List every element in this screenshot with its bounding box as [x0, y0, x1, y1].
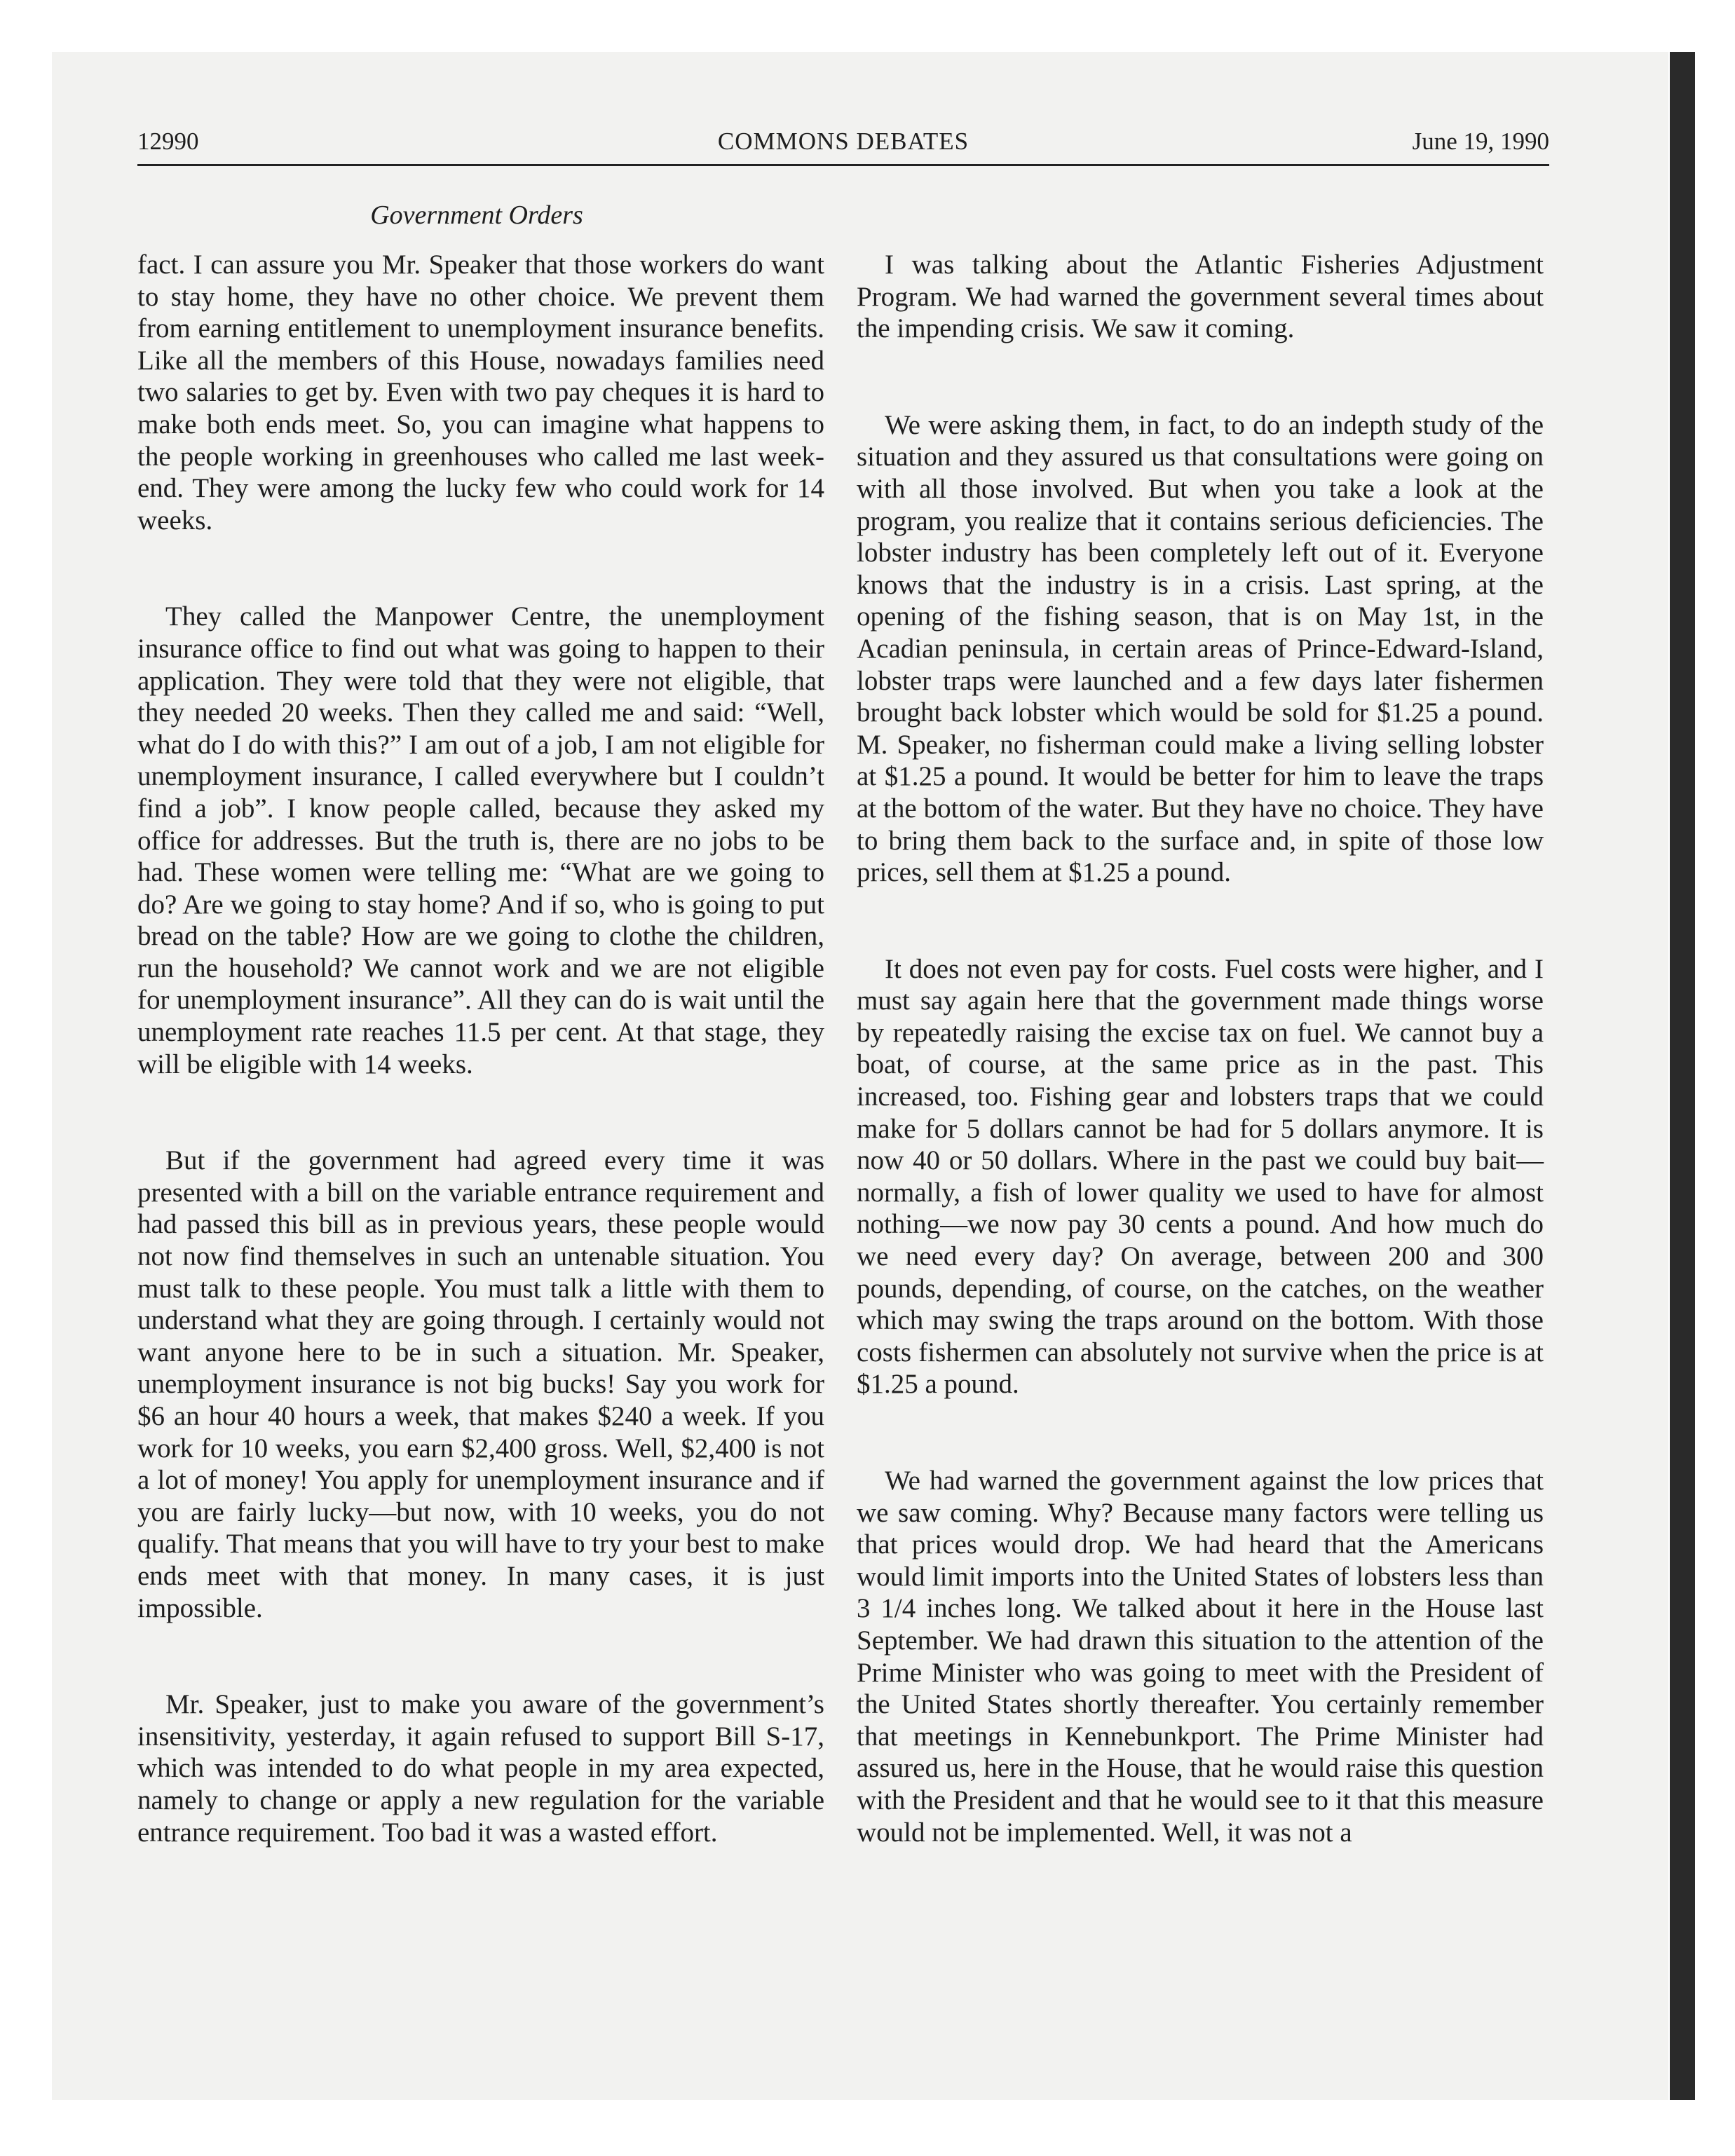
- page-number: 12990: [137, 128, 199, 155]
- left-column: [137, 249, 824, 1848]
- publication-title: COMMONS DEBATES: [717, 128, 969, 155]
- paragraph: I was talking about the Atlantic Fisheries Adjustment Program. We had warned the government several times about the impending crisis. We saw it coming.: [857, 250, 1544, 344]
- section-title: Government Orders: [370, 200, 583, 230]
- paragraph: fact. I can assure you Mr. Speaker that those workers do want to stay home, they have no other choice. We prevent them from earning entitlement to unemployment insurance benefits. Like all the members of this House, nowadays families need two salaries to get by. Even with two pay cheques it is hard to make both ends meet. So, you can imagine what happens to the people working in greenhouses who called me last week-end. They were among the lucky few who could work for 14 weeks.: [137, 250, 824, 535]
- header-date: June 19, 1990: [1412, 128, 1549, 155]
- paragraph: They called the Manpower Centre, the unemployment insurance office to find out what was going to happen to their application. They were told that they were not eligible, that they needed 20 weeks. Then they called me and said: “Well, what do I do with this?” I am out of a job, I am not eligible for unemployment insurance, I called everywhere but I couldn’t find a job”. I know people called, because they asked my office for addresses. But the truth is, there are no jobs to be had. These women were telling me: “What are we going to do? Are we going to stay home? And if so, who is going to put bread on the table? How are we going to clothe the children, run the household? We cannot work and we are not eligible for unemployment insurance”. All they can do is wait until the unemployment rate reaches 11.5 per cent. At that stage, they will be eligible with 14 weeks.: [137, 601, 824, 1079]
- running-header: [137, 125, 1549, 158]
- paragraph: We were asking them, in fact, to do an indepth study of the situation and they assured us that consultations were going on with all those involved. But when you take a look at the program, you realize that it contains serious deficiencies. The lobster industry has been completely left out of it. Everyone knows that the industry is in a crisis. Last spring, at the opening of the fishing season, that is on May 1st, in the Acadian peninsula, in certain areas of Prince-Edward-Island, lobster traps were launched and a few days later fishermen brought back lobster which would be sold for $1.25 a pound. M. Speaker, no fisherman could make a living selling lobster at $1.25 a pound. It would be better for him to leave the traps at the bottom of the water. But they have no choice. They have to bring them back to the surface and, in spite of those low prices, sell them at $1.25 a pound.: [857, 409, 1544, 888]
- paragraph: Mr. Speaker, just to make you aware of the government’s insensitivity, yesterday, it again refused to support Bill S-17, which was intended to do what people in my area expected, namely to change or apply a new regulation for the variable entrance requirement. Too bad it was a wasted effort.: [137, 1689, 824, 1848]
- scan-edge-shadow: [1670, 52, 1695, 2100]
- paragraph: It does not even pay for costs. Fuel costs were higher, and I must say again here that the government made things worse by repeatedly raising the excise tax on fuel. We cannot buy a boat, of course, at the same price as in the past. This increased, too. Fishing gear and lobsters traps that we could make for 5 dollars cannot be had for 5 dollars anymore. It is now 40 or 50 dollars. Where in the past we could buy bait—normally, a fish of lower quality we used to have for almost nothing—we now pay 30 cents a pound. And how much do we need every day? On average, between 200 and 300 pounds, depending, of course, on the catches, on the weather which may swing the traps around on the bottom. With those costs fishermen can absolutely not survive when the price is at $1.25 a pound.: [857, 953, 1544, 1400]
- right-column: [857, 249, 1544, 1848]
- paragraph: We had warned the government against the low prices that we saw coming. Why? Because many factors were telling us that prices would drop. We had heard that the Americans would limit imports into the United States of lobsters less than 3 1/4 inches long. We talked about it here in the House last September. We had drawn this situation to the attention of the Prime Minister who was going to meet with the President of the United States shortly thereafter. You certainly remember that meetings in Kennebunkport. The Prime Minister had assured us, here in the House, that he would raise this question with the President and that he would see to it that this measure would not be implemented. Well, it was not a: [857, 1466, 1544, 1848]
- paragraph: But if the government had agreed every time it was presented with a bill on the variable entrance requirement and had passed this bill as in previous years, these people would not now find themselves in such an untenable situation. You must talk to these people. You must talk a little with them to understand what they are going through. I certainly would not want anyone here to be in such a situation. Mr. Speaker, unemployment insurance is not big bucks! Say you work for $6 an hour 40 hours a week, that makes $240 a week. If you work for 10 weeks, you earn $2,400 gross. Well, $2,400 is not a lot of money! You apply for unemployment insurance and if you are fairly lucky—but now, with 10 weeks, you do not qualify. That means that you will have to try your best to make ends meet with that money. In many cases, it is just impossible.: [137, 1145, 824, 1623]
- header-rule: [137, 164, 1549, 166]
